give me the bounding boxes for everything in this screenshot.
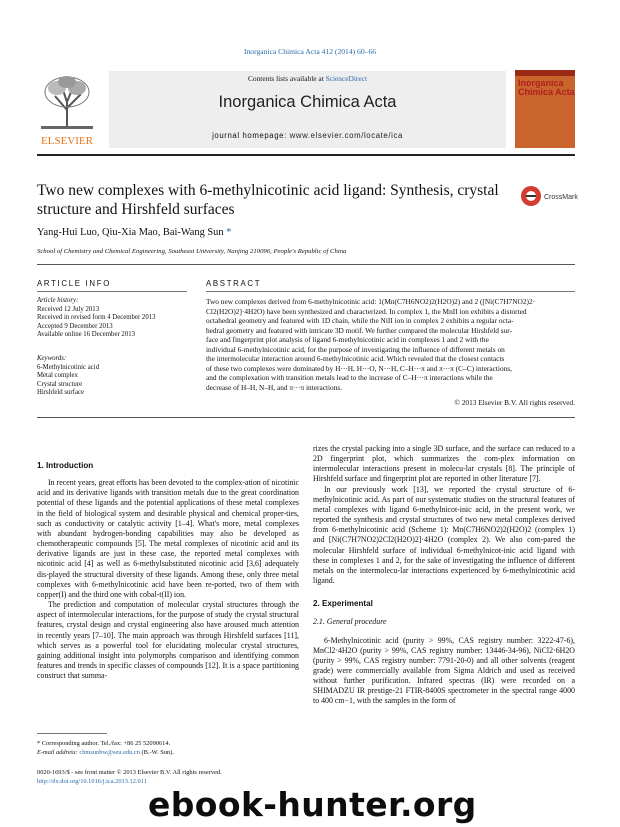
affiliation: School of Chemistry and Chemical Engineering, Southeast University, Nanjing 210096, People's Republic of China xyxy=(37,248,347,255)
abstract-body xyxy=(206,297,575,392)
abstract-line: the intermolecular interaction around 6-methylnicotinic acid. Which revealed that the closest contacts xyxy=(206,354,505,363)
author-email-link[interactable]: chmsunbw@seu.edu.cn xyxy=(79,748,140,756)
intro-paragraph: In recent years, great efforts has been devoted to the complex-ation of nicotinic acid and its derivative ligands with transition metals due to the great coordination potential of these ligands and the potential applications of these metal complexes in the field of biological system and desirable physical and chemical proper-ties, such as conductivity or catalytic activity [1–4]. What's more, metal complexes with abundant hydrogen-bonding capabilities may also be developed as chemotherapeutic compounds [5]. The metal complexes of nicotinic acid and its derivative ligands are just in these case, the reported metal complexes with nicotinic acid [4] as well as 6-methylsubstituted nicotinic acid [3,6] adequately dis-played the structural diversity of these ligands. Among these, only three metal complexes with 6-methylnicotinic acid have been re-ported, two of them with copper(I) and the third one with cobal-t(II) ion. xyxy=(37,478,299,599)
abstract-line: hedral geometry and featured with intricate 3D motif. We further compared the molecular Hirshfeld sur- xyxy=(206,325,513,335)
abstract-line: Cl2(H2O)2]·4H2O) have been synthesized and characterized. In complex 1, the MnII ion exhibits a distorted xyxy=(206,306,527,316)
contents-line: Contents lists available at ScienceDirect xyxy=(247,74,368,83)
abstract-line: and the complexation with transition metals lead to the increase of C–H···π interactions while the xyxy=(206,373,493,382)
body-paragraph: rizes the crystal packing into a single 3D surface, and the surface can reduced to a 2D fingerprint plot, which summarizes the com-plex information on intermolecular interactions present in molecu-lar crystals [8]. The principle of Hirshfeld surface and fingerprint plot are reported in other literature [7]. xyxy=(313,444,575,484)
issn-line: 0020-1693/$ - see front matter © 2013 Elsevier B.V. All rights reserved. xyxy=(37,769,222,776)
journal-cover-thumbnail xyxy=(515,70,575,148)
article-history: Article history: Received 12 July 2013 Received in revised form 4 December 2013 Accepted 9 December 2013 Available online 16 December 2013 xyxy=(37,297,156,339)
history-entry: Available online 16 December 2013 xyxy=(37,331,136,339)
keywords: Keywords: 6-Methylnicotinic acid Metal complex Crystal structure Hirshfeld surface xyxy=(37,355,100,397)
corresponding-author-mark[interactable]: * xyxy=(226,227,232,238)
right-column xyxy=(313,444,575,707)
abstract-line: decrease of H–H, N–H, and π···π interactions. xyxy=(206,382,343,392)
abstract-line: Two new complexes derived from 6-methylnicotinic acid: 1(Mn(C7H6NO2)2(H2O)2) and 2 ([Ni(C7H7NO2)2· xyxy=(206,297,536,306)
intro-paragraph: The prediction and computation of molecular crystal structures through the aspect of intermolecular interactions, for the purpose of study the crystal structural features, crystal design and crystal engineering also have aroused much attention in recently years [7–10]. The main approach was through Hirshfeld surfaces [11], which serves as a powerful tool for elucidating molecular crystal structures, gaining additional insight into polymorphs comparison and identifying common features and trends in specific classes of compounds [12]. It is a space partitioning construct that summa- xyxy=(37,600,299,681)
homepage-link[interactable]: www.elsevier.com/locate/ica xyxy=(289,131,403,140)
elsevier-wordmark: ELSEVIER xyxy=(41,135,93,147)
section-heading-introduction: 1. Introduction xyxy=(37,461,94,470)
cover-title: Inorganica Chimica Acta xyxy=(518,78,575,97)
issn-doi-block xyxy=(37,769,337,786)
keyword: Crystal structure xyxy=(37,380,83,388)
corresponding-author-note: * Corresponding author. Tel./fax: +86 25 52090614. xyxy=(37,740,171,747)
journal-title: Inorganica Chimica Acta xyxy=(218,93,397,111)
abstract-line: individual 6-methylnicotinic acid, for the purpose of investigating the influence of different metals on xyxy=(206,344,505,354)
abstract-rule xyxy=(206,291,575,292)
elsevier-logo xyxy=(37,70,97,148)
crossmark-badge[interactable] xyxy=(520,184,580,210)
left-column xyxy=(37,461,299,681)
subsection-heading: 2.1. General procedure xyxy=(313,617,387,627)
keyword: Metal complex xyxy=(37,372,78,380)
abstract-line: of these two complexes were dominated by H···H, H···O, N···H, C–H···π and π···π (C–C) interactions, xyxy=(206,363,513,373)
article-title: Two new complexes with 6-methylnicotinic acid ligand: Synthesis, crystal structure and Hirshfeld surfaces xyxy=(37,182,499,218)
abstract-line: face and fingerprint plot analysis of ligand 6-methylnicotinic acid in complexes 1 and 2 with the xyxy=(206,335,489,344)
article-info-heading: ARTICLE INFO xyxy=(37,279,111,288)
section-heading-experimental: 2. Experimental xyxy=(313,599,373,609)
body-paragraph: 6-Methylnicotinic acid (purity > 99%, CAS registry number: 3222-47-6), MnCl2·4H2O (purity > 99%, CAS registry number: 13446-34-96), NiCl2·6H2O (purity > 99%, CAS registry number: 7791-20-0) and all other solvents (reagent grade) were commercially available from Sigma Aldrich and used as received without further purification. Infrared spectras (IR) were recorded on a SHIMADZU IR prestige-21 FTIR-8400S spectrometer in the spectral range 4000 to 400 cm−1, with the samples in the form of xyxy=(313,635,575,706)
header-divider xyxy=(37,154,575,156)
footnote: * Corresponding author. Tel./fax: +86 25 52090614. E-mail address: chmsunbw@seu.edu.cn (B.-W. Sun). xyxy=(37,740,299,757)
watermark-text: ebook-hunter.org xyxy=(148,785,477,824)
abstract-line: octahedral geometry and featured with 1D chain, while the NiII ion in complex 2 exhibits a regular octa- xyxy=(206,316,514,325)
keyword: Hirshfeld surface xyxy=(37,389,84,397)
title-divider xyxy=(37,264,575,265)
abstract-heading: ABSTRACT xyxy=(206,279,262,288)
journal-homepage: journal homepage: www.elsevier.com/locate/ica xyxy=(212,131,403,140)
body-paragraph: In our previously work [13], we reported the crystal structure of 6-methylnicotinic acid. As part of our systematic studies on the structural features of metal complexes with ligand 6-methylnicot-inic acid, in the present work, we reported the synthesis and crystal structures of two new metal complexes derived from 6-methylnicotinic acid (Scheme 1): Mn(C7H6NO2)2(H2O)2 (complex 1) and [Ni(C7H7NO2)2Cl2(H2O)2]·4H2O (complex 2). We also com-pared the molecular Hirshfeld surface of individual 6-methylnicot-inic acid ligand with these in complexes 1 and 2, for the sake of investigating the influence of different metals on the intermolecu-lar interactions experienced by 6-methylnicotinic acid ligand. xyxy=(313,484,575,586)
abstract-divider xyxy=(37,417,575,418)
footnote-rule xyxy=(37,733,107,734)
journal-citation[interactable]: Inorganica Chimica Acta 412 (2014) 60–66 xyxy=(243,47,377,56)
author-list: Yang-Hui Luo, Qiu-Xia Mao, Bai-Wang Sun * xyxy=(37,227,232,238)
keyword: 6-Methylnicotinic acid xyxy=(37,363,100,371)
history-entry: Received in revised form 4 December 2013 xyxy=(37,314,156,322)
history-entry: Accepted 9 December 2013 xyxy=(37,322,113,330)
article-info-rule xyxy=(37,291,187,292)
sciencedirect-link[interactable]: ScienceDirect xyxy=(325,74,368,83)
copyright-notice: © 2013 Elsevier B.V. All rights reserved. xyxy=(454,398,575,407)
history-entry: Received 12 July 2013 xyxy=(37,305,100,313)
doi-link[interactable]: http://dx.doi.org/10.1016/j.ica.2013.12.011 xyxy=(37,777,147,785)
crossmark-label: CrossMark xyxy=(544,194,578,201)
